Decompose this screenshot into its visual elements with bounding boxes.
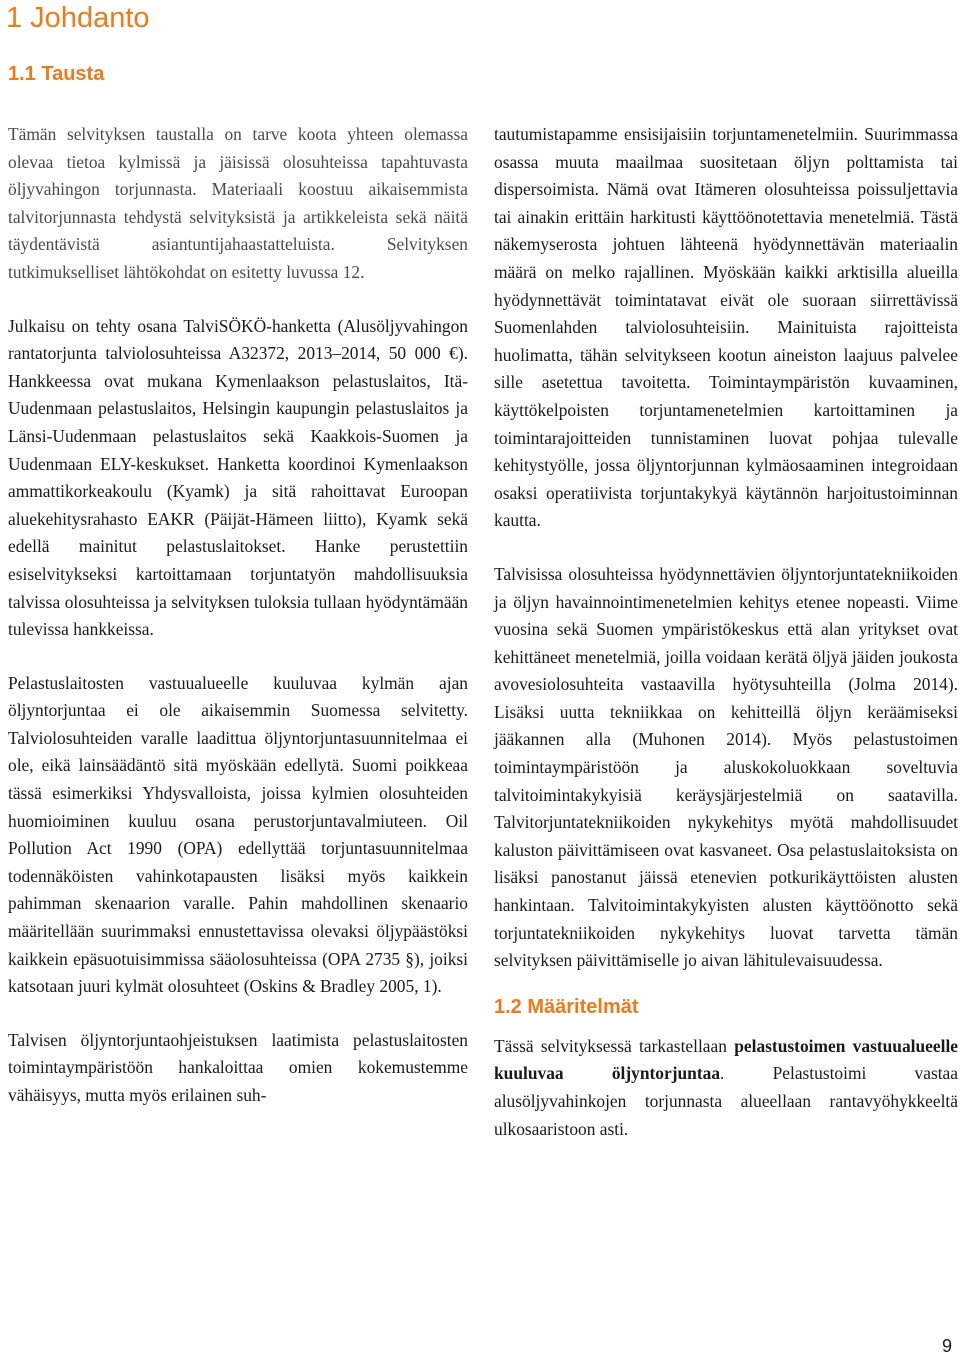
paragraph-development: Talvisissa olosuhteissa hyödynnettävien öljyntorjuntatekniikoiden ja öljyn havainnointimenetelmien kehitys etenee nopeasti. Viime vuosina sekä Suomen ympäristökeskus että alan yritykset ovat kehittäneet menetelmiä, joilla voidaan kerätä öljyä jäiden joukosta avovesiolosuhteita vastaavilla hyötysuhteilla (Jolma 2014). Lisäksi uutta tekniikkaa on kehitteillä öljyn keräämiseksi jääkannen alla (Muhonen 2014). Myös pelastustoimen toimintaympäristöön ja aluskokoluokkaan soveltuvia talvitoimintakykyisiä keräysjärjestelmiä on saatavilla. Talvitorjuntatekniikoiden nykykehitys myötä mahdollisuudet kaluston päivittämiseen ovat kasvaneet. Osa pelastuslaitoksista on lisäksi panostanut jäissä etenevien potkurikäyttöisten alusten hankintaan. Talvitoimintakykyisten alusten käyttöönotto sekä torjuntatekniikoiden nykykehitys luovat tarvetta tämän selvityksen päivittämiselle jo aivan lähitulevaisuudessa.: [494, 563, 958, 971]
section-title-tausta: 1.1 Tausta: [8, 63, 105, 85]
paragraph-background: Tämän selvityksen taustalla on tarve koota yhteen olemassa olevaa tietoa kylmissä ja jäisissä olosuhteissa tapahtuvasta öljyvahingon torjunnasta. Materiaali koostuu aikaisemmista talvitorjunnasta tehdystä selvityksistä ja artikkeleista sekä näitä täydentävistä asiantuntijahaastatteluista. Selvityksen tutkimukselliset lähtökohdat on esitetty luvussa 12.: [8, 124, 468, 282]
page-number: 9: [941, 1336, 952, 1356]
paragraph-methods: tautumistapamme ensisijaisiin torjuntamenetelmiin. Suurimmassa osassa muuta maailmaa suositetaan öljyn polttamista tai dispersoimista. Nämä ovat Itämeren olosuhteissa poissuljettavia tai ainakin erittäin harkitusti käyttöönotettavia menetelmiä. Tästä näkemyserosta johtuen lähteenä hyödynnettävän materiaalin määrä on melko rajallinen. Myöskään kaikki arktisilla alueilla hyödynnettävät toimintatavat eivät ole suoraan siirrettävissä Suomenlahden talviolosuhteisiin. Mainituista rajoitteista huolimatta, tähän selvitykseen kootun aineiston laajuus palvelee sille asetettua tavoitetta. Toimintaympäristön kuvaaminen, käyttökelpoisten torjuntamenetelmien kartoittaminen ja toimintarajoitteiden tunnistaminen luovat pohjaa tulevalle kehitystyölle, jossa öljyntorjunnan kylmäosaaminen integroidaan osaksi operatiivista torjuntakykyä käytännön harjoitustoiminnan kautta.: [494, 124, 958, 531]
left-column: [8, 121, 468, 1136]
definitions-text-end: . Pelastustoimi vastaa alusöljyvahinkojen torjunnasta alueellaan rantavyöhykkeeltä ulkosaaristoon asti.: [494, 1063, 958, 1139]
paragraph-definitions: [494, 1033, 958, 1143]
definitions-text-start: Tässä selvityksessä tarkastellaan: [494, 1035, 735, 1056]
section-title-maaritelmat: 1.2 Määritelmät: [494, 995, 639, 1018]
paragraph-project: Julkaisu on tehty osana TalviSÖKÖ-hanketta (Alusöljyvahingon rantatorjunta talviolosuhteissa A32372, 2013–2014, 50 000 €). Hankkeessa ovat mukana Kymenlaakson pelastuslaitos, Itä-Uudenmaan pelastuslaitos, Helsingin kaupungin pelastuslaitos ja Länsi-Uudenmaan pelastuslaitos sekä Kaakkois-Suomen ja Uudenmaan ELY-keskukset. Hanketta koordinoi Kymenlaakson ammattikorkeakoulu (Kyamk) ja sitä rahoittavat Euroopan aluekehitysrahasto EAKR (Päijät-Hämeen liitto), Kyamk sekä edellä mainitut pelastuslaitokset. Hanke perustettiin esiselvitykseksi kartoittamaan torjuntatyön mahdollisuuksia talvissa olosuhteissa ja selvityksen tuloksia tullaan hyödyntämään tulevissa hankkeissa.: [8, 315, 468, 640]
paragraph-guidance: Talvisen öljyntorjuntaohjeistuksen laatimista pelastuslaitosten toimintaympäristöön hankaloittaa omien kokemustemme vähäisyys, mutta myös erilainen suh-: [8, 1029, 468, 1105]
right-column: [494, 121, 958, 1169]
chapter-title: 1 Johdanto: [6, 2, 150, 34]
paragraph-responsibility: Pelastuslaitosten vastuualueelle kuuluvaa kylmän ajan öljyntorjuntaa ei ole aikaisemmin Suomessa selvitetty. Talviolosuhteiden varalle laadittua öljyntorjuntasuunnitelmaa ei ole, eikä lainsäädäntö sitä myöskään edellytä. Suomi poikkeaa tässä esimerkiksi Yhdysvalloista, joissa kylmien olosuhteiden huomioiminen kuuluu osana perustorjuntavalmiuteen. Oil Pollution Act 1990 (OPA) edellyttää torjuntasuunnitelmaa todennäköisten vahinkotapausten lisäksi myös kaikkein pahimman skenaarion varalle. Pahin mahdollinen skenaario määritellään suurimmaksi ennustettavissa olevaksi öljypäästöksi kaikkein epäsuotuisimmissa sääolosuhteissa (OPA 2735 §), joiksi katsotaan juuri kylmät olosuhteet (Oskins & Bradley 2005, 1).: [8, 672, 468, 997]
definitions-bold-term: pelastustoimen vastuualueelle kuuluvaa öljyntorjuntaa: [494, 1035, 958, 1084]
